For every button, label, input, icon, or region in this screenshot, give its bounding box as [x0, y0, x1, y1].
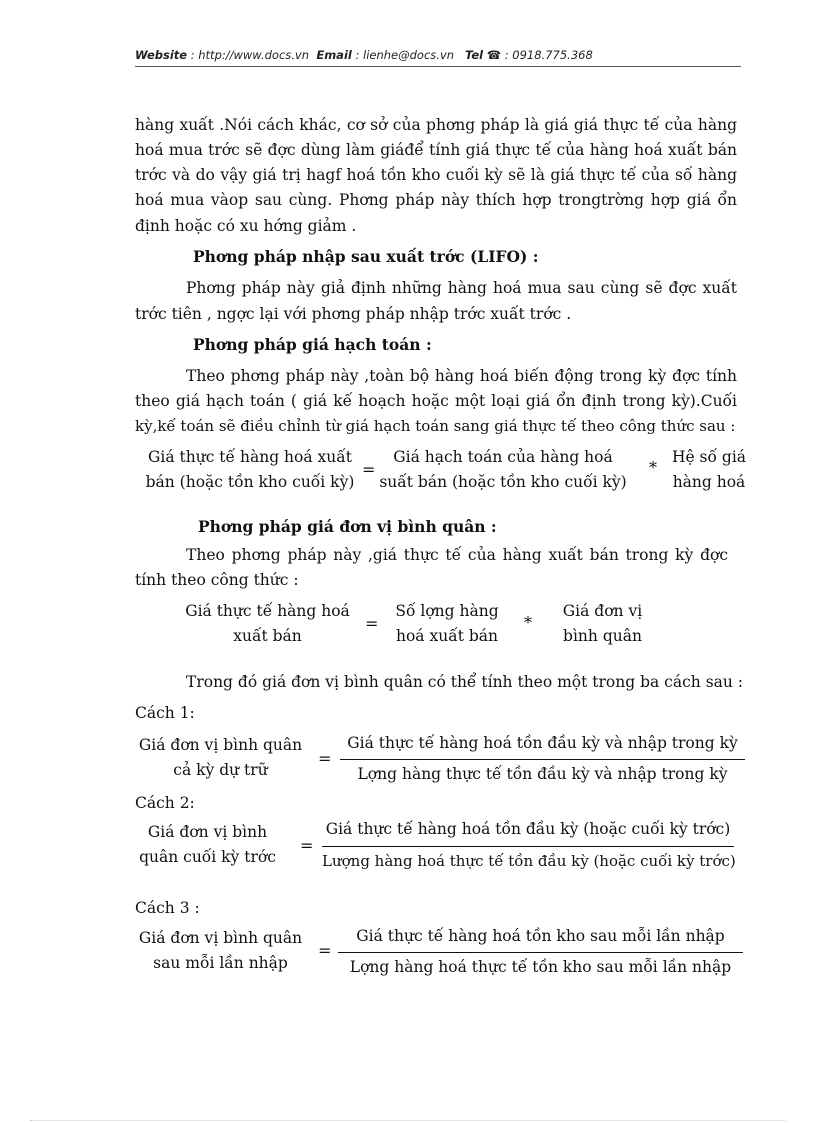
fraction-bar	[338, 952, 743, 953]
multiply-sign: *	[524, 613, 532, 632]
email-label: Email	[316, 48, 352, 62]
paragraph-line: hoá mua vàop sau cùng. Phơng pháp này thích hợp trongtrờng hợp giá ổn	[135, 191, 737, 209]
fraction-bar	[322, 846, 734, 847]
formula-left-term: Giá thực tế hàng hoá xuất bán (hoặc tồn kho cuối kỳ)	[145, 448, 355, 491]
heading-hach-toan: Phơng pháp giá hạch toán :	[193, 335, 432, 354]
fraction-bar	[340, 759, 745, 760]
paragraph-line: tính theo công thức :	[135, 571, 299, 589]
equals-sign: =	[365, 614, 379, 633]
paragraph-line: kỳ,kế toán sẽ điều chỉnh từ giá hạch toán sang giá thực tế theo công thức sau :	[135, 417, 736, 435]
heading-binh-quan: Phơng pháp giá đơn vị bình quân :	[198, 517, 497, 536]
page-bottom-border	[30, 1120, 786, 1121]
formula-middle-term: Số lợng hàng hoá xuất bán	[395, 602, 499, 645]
equals-sign: =	[362, 460, 376, 479]
fraction-denominator: Lợng hàng thực tế tồn đầu kỳ và nhập trong kỳ	[357, 765, 728, 783]
method-label: Cách 2:	[135, 794, 195, 812]
paragraph-line: hoá mua trớc sẽ đợc dùng làm giáđể tính giá thực tế của hàng hoá xuất bán	[135, 141, 737, 159]
paragraph-line: theo giá hạch toán ( giá kế hoạch hoặc một loại giá ổn định trong kỳ).Cuối	[135, 392, 737, 410]
header-divider	[135, 66, 741, 67]
method-label: Cách 1:	[135, 704, 195, 722]
formula-right-term: Giá đơn vị bình quân	[562, 602, 643, 645]
paragraph-line: hàng xuất .Nói cách khác, cơ sở của phơng pháp là giá giá thực tế của hàng	[135, 116, 737, 134]
website-value: : http://www.docs.vn	[190, 48, 310, 62]
tel-value: : 0918.775.368	[504, 48, 593, 62]
equals-sign: =	[318, 749, 332, 768]
multiply-sign: *	[649, 458, 657, 477]
email-value: : lienhe@docs.vn	[355, 48, 455, 62]
phone-icon: ☎	[486, 48, 502, 62]
paragraph-line: trớc và do vậy giá trị hagf hoá tồn kho cuối kỳ sẽ là giá thực tế của số hàng	[135, 166, 737, 184]
formula-left-term: Giá đơn vị bình quân sau mỗi lần nhập	[138, 929, 303, 972]
paragraph-line: Theo phơng pháp này ,giá thực tế của hàng xuất bán trong kỳ đợc	[186, 546, 728, 564]
method-label: Cách 3 :	[135, 899, 200, 917]
fraction-denominator: Lợng hàng hoá thực tế tồn kho sau mỗi lần nhập	[349, 958, 732, 976]
heading-lifo: Phơng pháp nhập sau xuất trớc (LIFO) :	[193, 247, 539, 266]
fraction-numerator: Giá thực tế hàng hoá tồn đầu kỳ và nhập trong kỳ	[347, 734, 738, 752]
fraction-numerator: Giá thực tế hàng hoá tồn kho sau mỗi lần nhập	[356, 927, 725, 945]
formula-left-term: Giá đơn vị bình quân cuối kỳ trớc	[139, 823, 276, 866]
formula-middle-term: Giá hạch toán của hàng hoá suất bán (hoặc tồn kho cuối kỳ)	[379, 448, 627, 491]
paragraph-line: Theo phơng pháp này ,toàn bộ hàng hoá biến động trong kỳ đợc tính	[186, 367, 737, 385]
paragraph-line: định hoặc có xu hớng giảm .	[135, 217, 357, 235]
paragraph-line: Trong đó giá đơn vị bình quân có thể tính theo một trong ba cách sau :	[186, 673, 744, 691]
equals-sign: =	[300, 836, 314, 855]
formula-left-term: Giá đơn vị bình quân cả kỳ dự trữ	[138, 736, 303, 779]
fraction-numerator: Giá thực tế hàng hoá tồn đầu kỳ (hoặc cuối kỳ trớc)	[325, 820, 731, 838]
page-header	[135, 48, 741, 62]
website-label: Website	[135, 48, 188, 62]
tel-label: Tel	[465, 48, 484, 62]
equals-sign: =	[318, 941, 332, 960]
formula-right-term: Hệ số giá hàng hoá	[671, 448, 747, 491]
paragraph-line: Phơng pháp này giả định những hàng hoá mua sau cùng sẽ đợc xuất	[186, 279, 737, 297]
fraction-denominator: Lượng hàng hoá thực tế tồn đầu kỳ (hoặc cuối kỳ trớc)	[322, 852, 736, 870]
formula-left-term: Giá thực tế hàng hoá xuất bán	[185, 602, 350, 645]
paragraph-line: trớc tiên , ngợc lại với phơng pháp nhập trớc xuất trớc .	[135, 305, 572, 323]
